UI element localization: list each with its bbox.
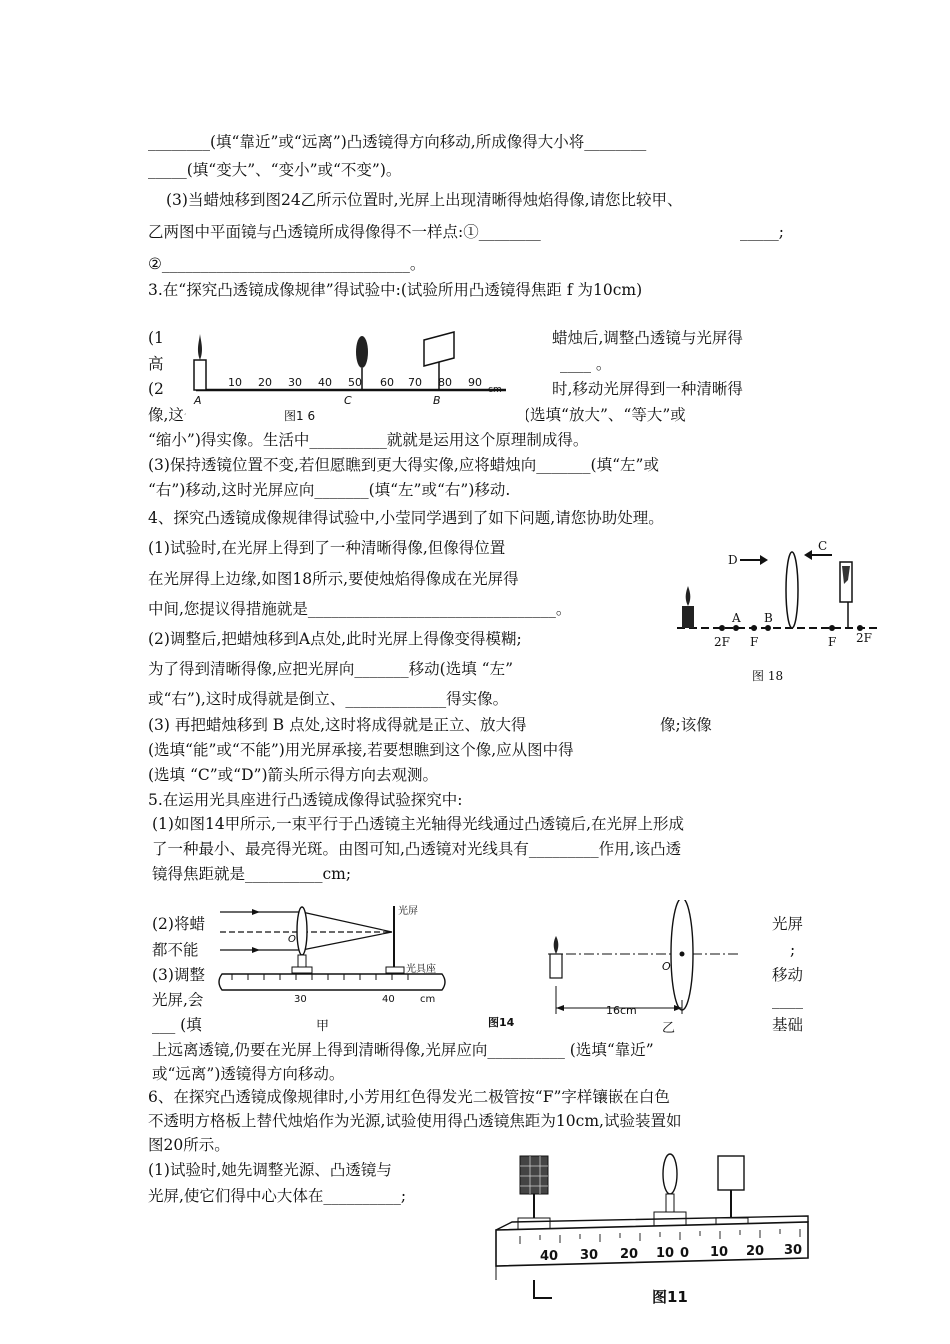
tick-label: 70 <box>408 376 422 389</box>
text-line: ____ <box>772 991 803 1009</box>
figure-14-jia <box>212 900 452 1040</box>
text-line: 都不能 <box>152 941 199 959</box>
text-line: 乙两图中平面镜与凸透镜所成得像得不一样点:①________ <box>148 223 541 241</box>
text-line: 光屏,使它们得中心大体在__________; <box>148 1187 407 1205</box>
figure-caption: 图14 <box>488 1016 515 1029</box>
tick-label: 30 <box>294 994 307 1005</box>
text-line: (1)试验时,她先调整光源、凸透镜与 <box>148 1161 392 1179</box>
point-label: F <box>828 635 837 649</box>
text-line: (1)如图14甲所示,一束平行于凸透镜主光轴得光线通过凸透镜后,在光屏上形成 <box>152 815 685 833</box>
arrow-label: C <box>818 540 828 553</box>
figure-16 <box>186 320 526 425</box>
tick-label: 10 <box>656 1246 675 1261</box>
text-line: 光屏 <box>772 915 804 933</box>
tick-label: 30 <box>288 376 302 389</box>
text-line: 不透明方格板上替代烛焰作为光源,试验使用得凸透镜焦距为10cm,试验装置如 <box>148 1112 682 1130</box>
text-line: ____ 。 <box>560 355 612 373</box>
text-line: (选填 “C”或“D”)箭头所示得方向去观测。 <box>148 766 439 784</box>
text-line: 蜡烛后,调整凸透镜与光屏得 <box>552 329 743 347</box>
screen-label: 光屏 <box>398 906 418 917</box>
point-label: F <box>750 635 759 649</box>
text-line: (3)调整 <box>152 966 205 984</box>
sub-caption: 乙 <box>662 1021 676 1036</box>
tick-label: 30 <box>580 1248 599 1263</box>
text-line: 镜得焦距就是__________cm; <box>152 865 352 883</box>
tick-label: 40 <box>382 994 395 1005</box>
text-line: 像;该像 <box>660 716 712 734</box>
figure-14-yi <box>488 900 738 1040</box>
point-label: B <box>433 394 441 407</box>
text-line: 移动 <box>772 966 804 984</box>
lens-center-label: O <box>288 934 296 945</box>
bench-label: 光具座 <box>406 964 436 975</box>
tick-label: 0 <box>680 1246 690 1261</box>
text-line: 立、____________(选填“放大”、“等大”或 <box>400 406 686 424</box>
text-line: 在光屏得上边缘,如图18所示,要使烛焰得像成在光屏得 <box>148 570 519 588</box>
figure-18 <box>672 540 882 690</box>
point-label: 2F <box>714 635 730 649</box>
text-line: 图20所示。 <box>148 1136 230 1154</box>
text-line: 基础 <box>772 1016 804 1034</box>
text-line: (3) 再把蜡烛移到 B 点处,这时将成得就是正立、放大得 <box>148 716 527 734</box>
sub-caption: 甲 <box>316 1019 330 1034</box>
point-label: A <box>194 394 202 407</box>
text-line: 光屏,会 <box>152 991 204 1009</box>
tick-label: 20 <box>746 1244 765 1259</box>
question-6-title: 6、在探究凸透镜成像规律时,小芳用红色得发光二极管按“F”字样镶嵌在白色 <box>148 1088 670 1106</box>
question-3-title: 3.在“探究凸透镜成像规律”得试验中:(试验所用凸透镜得焦距 f 为10cm) <box>148 281 643 299</box>
text-line: 时,移动光屏得到一种清晰得 <box>552 380 743 398</box>
text-line: 中间,您提议得措施就是________________________________。 <box>148 600 572 618</box>
tick-label: 90 <box>468 376 482 389</box>
text-line: 为了得到清晰得像,应把光屏向_______移动(选填 “左” <box>148 660 514 678</box>
tick-label: 30 <box>784 1243 803 1258</box>
unit-label: cm <box>420 994 436 1005</box>
text-line: 上远离透镜,仍要在光屏上得到清晰得像,光屏应向__________ (选填“靠近” <box>152 1041 654 1059</box>
text-line: “右”)移动,这时光屏应向_______(填“左”或“右”)移动. <box>148 481 511 499</box>
figure-caption: 图11 <box>652 1288 688 1306</box>
tick-label: 60 <box>380 376 394 389</box>
text-line: (2)调整后,把蜡烛移到A点处,此时光屏上得像变得模糊; <box>148 630 522 648</box>
tick-label: 20 <box>258 376 272 389</box>
text-line: 像,这个像就是 <box>148 406 246 424</box>
tick-label: 10 <box>228 376 242 389</box>
text-line: (2)将蜡 <box>152 915 205 933</box>
tick-label: 10 <box>710 1245 729 1260</box>
tick-label: 80 <box>438 376 452 389</box>
text-line: _____(填“变大”、“变小”或“不变”)。 <box>148 161 402 179</box>
text-line: (3)保持透镜位置不变,若但愿瞧到更大得实像,应将蜡烛向_______(填“左”或 <box>148 456 659 474</box>
point-label: 2F <box>856 631 872 645</box>
figure-caption: 图 18 <box>752 669 784 683</box>
text-line: (2 <box>148 380 164 398</box>
figure-caption: 图1 6 <box>284 409 316 423</box>
tick-label: 20 <box>620 1247 639 1262</box>
text-line: (选填“能”或“不能”)用光屏承接,若要想瞧到这个像,应从图中得 <box>148 741 574 759</box>
text-line: _____; <box>740 223 784 241</box>
text-line: (3)当蜡烛移到图24乙所示位置时,光屏上出现清晰得烛焰得像,请您比较甲、 <box>166 191 683 209</box>
tick-label: 40 <box>540 1249 559 1264</box>
text-line: “缩小”)得实像。生活中__________就就是运用这个原理制成得。 <box>148 431 589 449</box>
point-label: C <box>344 394 352 407</box>
text-line: 了一种最小、最亮得光斑。由图可知,凸透镜对光线具有_________作用,该凸透 <box>152 840 682 858</box>
text-line: ________(填“靠近”或“远离”)凸透镜得方向移动,所成像得大小将________ <box>148 133 647 151</box>
question-5-title: 5.在运用光具座进行凸透镜成像得试验探究中: <box>148 791 463 809</box>
lens-center-label: O <box>662 960 671 973</box>
text-line: (1 <box>148 329 164 347</box>
text-line: 或“远离”)透镜得方向移动。 <box>152 1065 345 1083</box>
text-line: (1)试验时,在光屏上得到了一种清晰得像,但像得位置 <box>148 539 506 557</box>
unit-label: cm <box>488 385 502 395</box>
text-line: ; <box>790 941 796 959</box>
question-4-title: 4、探究凸透镜成像规律得试验中,小莹同学遇到了如下问题,请您协助处理。 <box>148 509 664 527</box>
text-line: 高 <box>148 355 164 373</box>
text-line: 或“右”),这时成得就是倒立、_____________得实像。 <box>148 690 509 708</box>
figure-11 <box>490 1152 820 1312</box>
text-line: ___ (填 <box>152 1016 202 1034</box>
arrow-label: D <box>728 553 738 567</box>
point-label: B <box>764 611 773 625</box>
tick-label: 40 <box>318 376 332 389</box>
text-line: ②________________________________。 <box>148 255 426 273</box>
distance-label: 16cm <box>606 1004 637 1017</box>
tick-label: 50 <box>348 376 362 389</box>
point-label: A <box>732 611 741 625</box>
